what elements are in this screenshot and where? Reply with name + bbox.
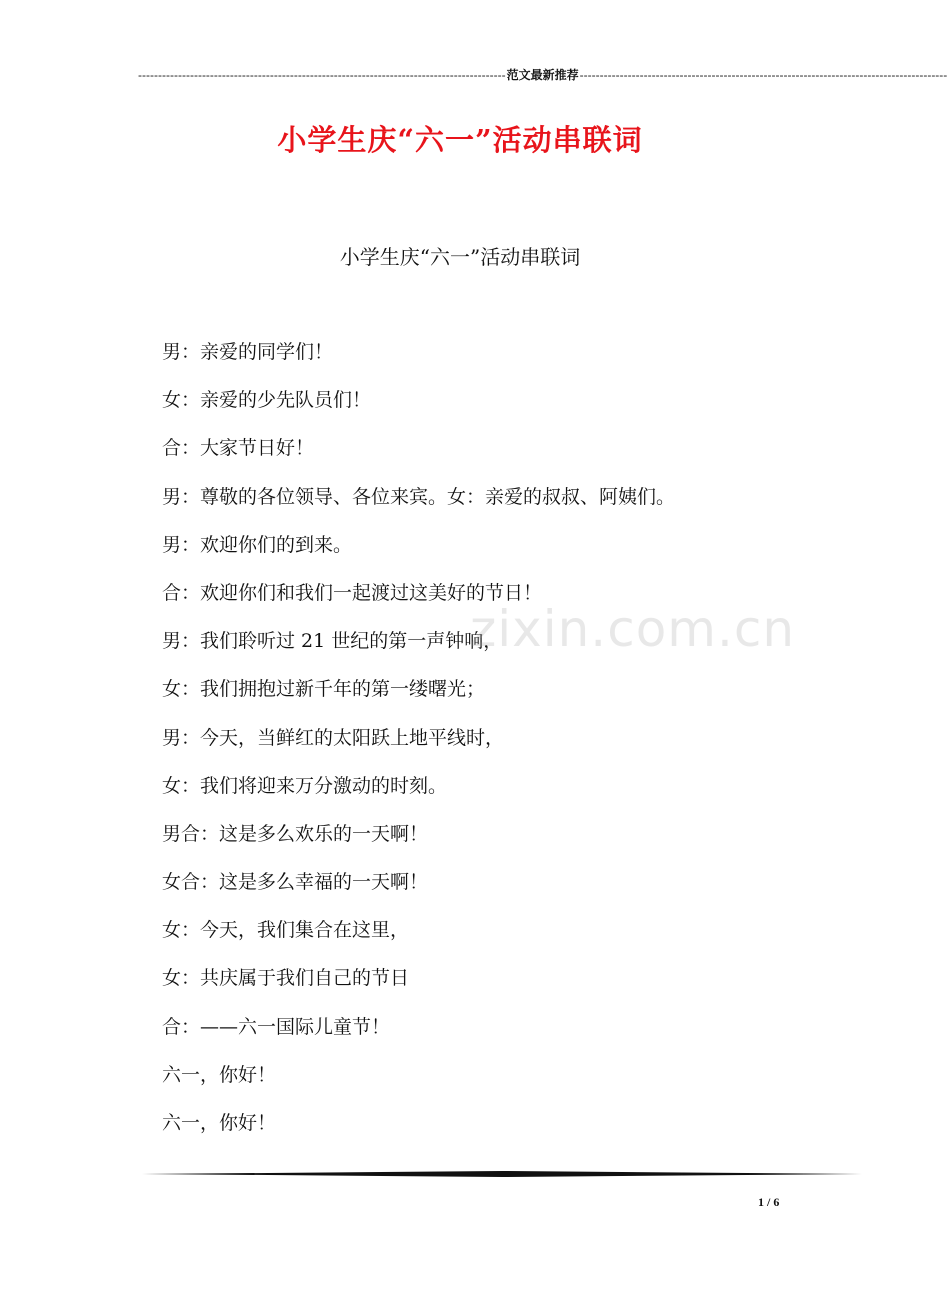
script-line: 六一，你好！ xyxy=(162,1063,277,1086)
footer-divider xyxy=(142,1171,862,1177)
script-line: 男：欢迎你们的到来。 xyxy=(162,533,353,556)
script-line: 女：我们拥抱过新千年的第一缕曙光； xyxy=(162,678,486,701)
script-line: 女：我们将迎来万分激动的时刻。 xyxy=(162,774,448,797)
header-rule xyxy=(138,68,947,82)
script-line: 合：欢迎你们和我们一起渡过这美好的节日！ xyxy=(162,581,543,604)
script-lines xyxy=(162,334,802,1153)
script-line: 男：亲爱的同学们！ xyxy=(162,341,334,363)
script-line: 男：我们聆听过 21 世纪的第一声钟响， xyxy=(162,630,503,653)
header-label: 范文最新推荐 xyxy=(506,68,579,82)
page-number: 1 / 6 xyxy=(758,1195,780,1209)
script-line: 女：亲爱的少先队员们！ xyxy=(162,389,372,412)
script-line: 女合：这是多么幸福的一天啊！ xyxy=(162,871,429,894)
script-line: 合：大家节日好！ xyxy=(162,437,315,460)
script-line: 六一，你好！ xyxy=(162,1112,277,1134)
document-title: 小学生庆“六一”活动串联词 xyxy=(277,123,643,157)
script-line: 男：尊敬的各位领导、各位来宾。女：亲爱的叔叔、阿姨们。 xyxy=(162,485,676,508)
document-subtitle: 小学生庆“六一”活动串联词 xyxy=(339,245,581,269)
header-dashes-left: -------------------------------------------------------------------------------------------- xyxy=(138,68,506,82)
script-line: 女：共庆属于我们自己的节日 xyxy=(162,967,410,990)
script-line: 合：——六一国际儿童节！ xyxy=(162,1015,391,1038)
script-line: 女：今天，我们集合在这里， xyxy=(162,919,410,942)
script-line: 男：今天，当鲜红的太阳跃上地平线时， xyxy=(162,726,505,749)
header-dashes-right: -------------------------------------------------------------------------------------------- xyxy=(579,68,947,82)
watermark: zixin.com.cn xyxy=(470,600,796,658)
script-line: 男合：这是多么欢乐的一天啊！ xyxy=(162,822,429,845)
